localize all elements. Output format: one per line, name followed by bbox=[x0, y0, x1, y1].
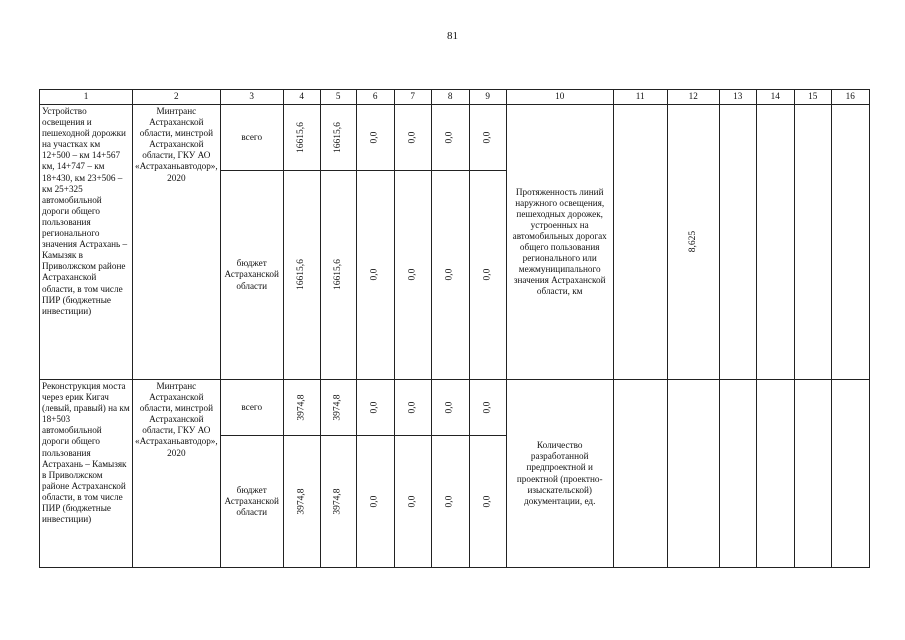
value-cell: 0,0 bbox=[356, 380, 394, 436]
value-cell: 0,0 bbox=[356, 171, 394, 380]
value-cell: 3974,8 bbox=[320, 380, 356, 436]
empty-cell bbox=[613, 380, 667, 568]
value-cell: 0,0 bbox=[469, 380, 506, 436]
header-cell: 10 bbox=[506, 90, 613, 105]
funding-source-cell: бюджет Астраханской области bbox=[220, 436, 283, 568]
table-row bbox=[40, 105, 870, 171]
header-cell: 13 bbox=[719, 90, 756, 105]
empty-cell bbox=[613, 105, 667, 380]
value-cell: 0,0 bbox=[394, 436, 431, 568]
header-cell: 1 bbox=[40, 90, 133, 105]
value-cell: 0,0 bbox=[469, 171, 506, 380]
empty-cell bbox=[794, 105, 831, 380]
empty-cell bbox=[667, 380, 719, 568]
empty-cell bbox=[831, 105, 869, 380]
value-cell: 0,0 bbox=[356, 436, 394, 568]
value-cell: 0,0 bbox=[394, 171, 431, 380]
header-cell: 14 bbox=[756, 90, 794, 105]
value-cell: 0,0 bbox=[394, 105, 431, 171]
header-cell: 15 bbox=[794, 90, 831, 105]
value-cell: 0,0 bbox=[469, 436, 506, 568]
header-cell: 16 bbox=[831, 90, 869, 105]
header-cell: 2 bbox=[133, 90, 221, 105]
header-cell: 12 bbox=[667, 90, 719, 105]
value-cell: 16615,6 bbox=[320, 105, 356, 171]
executor-cell: Минтранс Астраханской области, минстрой Астраханской области, ГКУ АО «Астраханьавтодор», 2020 bbox=[133, 380, 221, 568]
empty-cell bbox=[794, 380, 831, 568]
value-cell: 0,0 bbox=[431, 171, 469, 380]
header-cell: 7 bbox=[394, 90, 431, 105]
value-cell: 0,0 bbox=[431, 436, 469, 568]
header-cell: 9 bbox=[469, 90, 506, 105]
value-cell: 0,0 bbox=[469, 105, 506, 171]
value-cell: 16615,6 bbox=[320, 171, 356, 380]
value-cell: 3974,8 bbox=[320, 436, 356, 568]
empty-cell bbox=[756, 380, 794, 568]
funding-source-cell: всего bbox=[220, 105, 283, 171]
executor-cell: Минтранс Астраханской области, минстрой Астраханской области, ГКУ АО «Астраханьавтодор», 2020 bbox=[133, 105, 221, 380]
value-cell: 0,0 bbox=[394, 380, 431, 436]
page-number: 81 bbox=[447, 30, 458, 42]
value-cell: 16615,6 bbox=[283, 171, 320, 380]
indicator-cell: Протяженность линий наружного освещения, пешеходных дорожек, устроенных на автомобильных дорогах общего пользования регионального или межмуниципального значения Астраханской области, км bbox=[506, 105, 613, 380]
empty-cell bbox=[756, 105, 794, 380]
empty-cell bbox=[831, 380, 869, 568]
header-cell: 4 bbox=[283, 90, 320, 105]
value-cell: 0,0 bbox=[431, 380, 469, 436]
value-cell: 3974,8 bbox=[283, 380, 320, 436]
funding-source-cell: всего bbox=[220, 380, 283, 436]
header-cell: 6 bbox=[356, 90, 394, 105]
header-cell: 3 bbox=[220, 90, 283, 105]
empty-cell bbox=[719, 380, 756, 568]
activity-name-cell: Устройство освещения и пешеходной дорожки на участках км 12+500 – км 14+567 км, 14+747 – км 18+430, км 23+506 – км 25+325 автомобильной дороги общего пользования регионального значения Астрахань – Камызяк в Приволжском районе Астраханской области, в том числе ПИР (бюджетные инвестиции) bbox=[40, 105, 133, 380]
empty-cell bbox=[719, 105, 756, 380]
program-table bbox=[39, 89, 870, 568]
activity-name-cell: Реконструкция моста через ерик Кигач (левый, правый) на км 18+503 автомобильной дороги общего пользования Астрахань – Камызяк в Приволжском районе Астраханской области, в том числе ПИР (бюджетные инвестиции) bbox=[40, 380, 133, 568]
value-cell: 0,0 bbox=[356, 105, 394, 171]
value-cell: 8,625 bbox=[667, 105, 719, 380]
value-cell: 16615,6 bbox=[283, 105, 320, 171]
value-cell: 0,0 bbox=[431, 105, 469, 171]
header-cell: 5 bbox=[320, 90, 356, 105]
value-cell: 3974,8 bbox=[283, 436, 320, 568]
header-cell: 11 bbox=[613, 90, 667, 105]
funding-source-cell: бюджет Астраханской области bbox=[220, 171, 283, 380]
table-row bbox=[40, 380, 870, 436]
header-cell: 8 bbox=[431, 90, 469, 105]
header-row bbox=[40, 90, 870, 105]
indicator-cell: Количество разработанной предпроектной и проектной (проектно-изыскательской) документации, ед. bbox=[506, 380, 613, 568]
